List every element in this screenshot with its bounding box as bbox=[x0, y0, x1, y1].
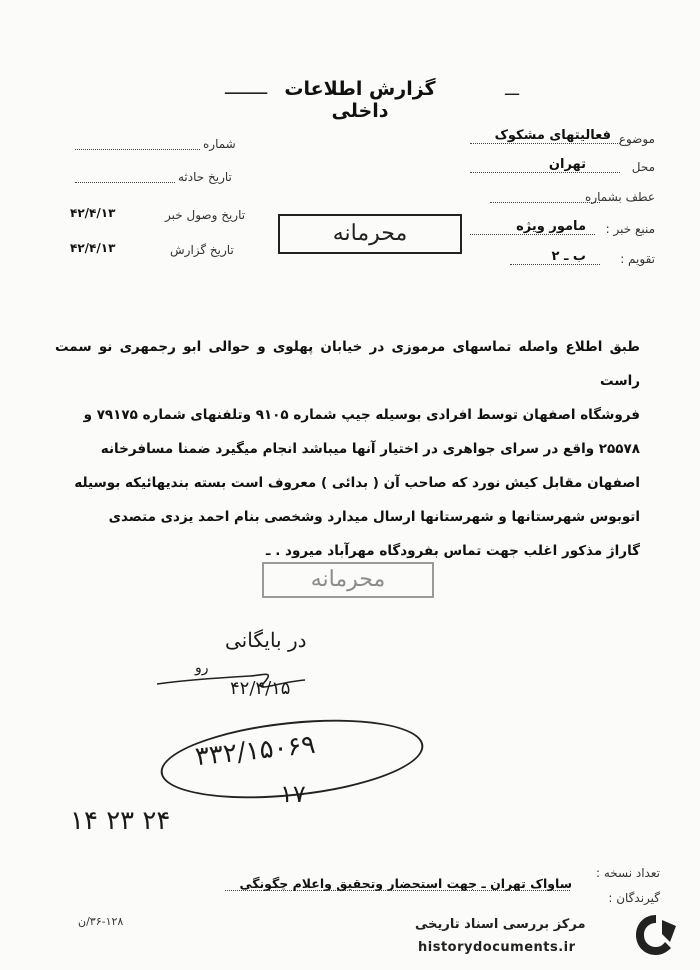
body-line: طبق اطلاع واصله تماسهای مرموزی در خیابان پهلوی و حوالی ابو رجمهری نو سمت راست bbox=[55, 339, 640, 389]
confidential-stamp-top: محرمانه bbox=[278, 214, 462, 254]
subject-label: موضوع bbox=[618, 132, 655, 146]
page-title: گزارش اطلاعات داخلی bbox=[284, 78, 436, 122]
recipients-label: گیرندگان : bbox=[608, 891, 660, 905]
source-label: منبع خبر : bbox=[605, 222, 655, 236]
report-body bbox=[55, 330, 640, 568]
handwritten-number-17: ۱۷ bbox=[280, 780, 306, 808]
recipients-underline bbox=[225, 878, 570, 891]
archive-logo-icon bbox=[632, 912, 680, 958]
received-date-value: ۴۲/۴/۱۳ bbox=[70, 206, 116, 220]
handwritten-archive-note: در بایگانی bbox=[225, 628, 307, 652]
body-line: فروشگاه اصفهان توسط افرادی بوسیله جیپ شماره ۹۱۰۵ وتلفنهای شماره ۷۹۱۷۵ و bbox=[83, 407, 640, 423]
body-line: ۲۵۵۷۸ واقع در سرای جواهری در اختیار آنها میباشد انجام میگیرد ضمنا مسافرخانه bbox=[100, 441, 640, 457]
handwritten-oval-number: ۳۳۲/۱۵۰۶۹ bbox=[193, 729, 317, 773]
handwritten-initials: رو bbox=[195, 660, 209, 676]
incident-date-dots bbox=[75, 170, 175, 183]
location-value: تهران bbox=[545, 157, 590, 172]
header-scribble-left: ــــــــ bbox=[225, 78, 268, 99]
rating-label: تقویم : bbox=[620, 252, 655, 266]
number-dots bbox=[75, 137, 200, 150]
handwritten-date: ۴۲/۴/۱۵ bbox=[230, 678, 291, 699]
watermark-url: historydocuments.ir bbox=[418, 940, 576, 955]
document-ref-number: ۳۶-۱۲۸/ن bbox=[78, 915, 124, 928]
reference-dots bbox=[490, 190, 600, 203]
report-date-label: تاریخ گزارش bbox=[170, 243, 234, 257]
reference-label: عطف بشماره bbox=[585, 190, 655, 204]
handwritten-number-row: ۱۴ ۲۳ ۲۴ bbox=[70, 806, 171, 836]
body-line: گاراژ مذکور اغلب جهت تماس بفرودگاه مهرآباد میرود . ـ bbox=[265, 543, 640, 559]
copies-label: تعداد نسخه : bbox=[595, 866, 660, 880]
received-date-label: تاریخ وصول خبر bbox=[165, 208, 246, 222]
header-scribble-right: ـــ bbox=[505, 80, 520, 99]
body-line: اتوبوس شهرستانها و شهرستانها ارسال میدارد وشخصی بنام احمد یزدی متصدی bbox=[108, 509, 640, 525]
location-label: محل bbox=[631, 160, 655, 174]
confidential-stamp-bottom: محرمانه bbox=[262, 562, 434, 598]
number-label: شماره bbox=[203, 137, 236, 151]
subject-value: فعالیتهای مشکوک bbox=[491, 128, 615, 143]
body-line: اصفهان مقابل کیش نورد که صاحب آن ( بدائی ) معروف است بسته بندیهائیکه بوسیله bbox=[74, 475, 640, 491]
incident-date-label: تاریخ حادثه bbox=[178, 170, 232, 184]
source-value: مامور ویژه bbox=[512, 219, 590, 234]
report-date-value: ۴۲/۴/۱۳ bbox=[70, 241, 116, 255]
watermark-title: مرکز بررسی اسناد تاریخی bbox=[415, 917, 586, 932]
rating-value: ب ـ ۲ bbox=[548, 249, 591, 264]
recipients-value: ساواک تهران ـ جهت استحضار وتحقیق واعلام چگونگی bbox=[239, 876, 572, 891]
